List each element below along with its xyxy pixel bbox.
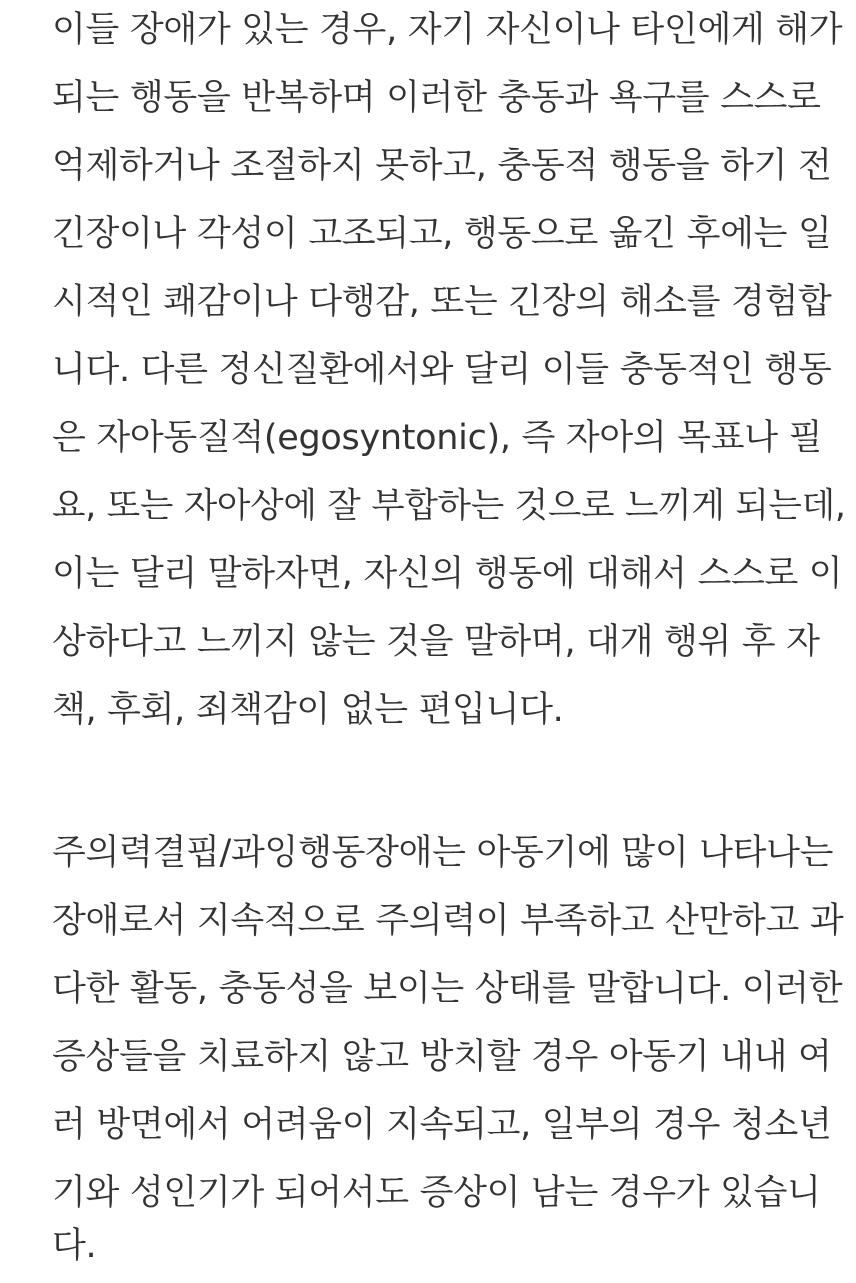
text-line: 상하다고 느끼지 않는 것을 말하며, 대개 행위 후 자	[52, 622, 820, 662]
text-line: 억제하거나 조절하지 못하고, 충동적 행동을 하기 전	[52, 146, 832, 186]
text-line: 증상들을 치료하지 않고 방치할 경우 아동기 내내 여	[52, 1037, 832, 1077]
text-line: 긴장이나 각성이 고조되고, 행동으로 옮긴 후에는 일	[52, 214, 832, 254]
text-line: 다.	[52, 1226, 97, 1266]
text-line: 은 자아동질적(egosyntonic), 즉 자아의 목표나 필	[52, 418, 823, 458]
text-line: 러 방면에서 어려움이 지속되고, 일부의 경우 청소년	[52, 1105, 832, 1145]
text-line: 시적인 쾌감이나 다행감, 또는 긴장의 해소를 경험합	[52, 282, 832, 322]
text-line: 주의력결핍/과잉행동장애는 아동기에 많이 나타나는	[52, 833, 834, 873]
text-line: 기와 성인기가 되어서도 증상이 남는 경우가 있습니	[52, 1173, 821, 1213]
text-line: 되는 행동을 반복하며 이러한 충동과 욕구를 스스로	[52, 78, 821, 118]
text-line: 이는 달리 말하자면, 자신의 행동에 대해서 스스로 이	[52, 554, 843, 594]
text-line: 다한 활동, 충동성을 보이는 상태를 말합니다. 이러한	[52, 969, 843, 1009]
text-line: 책, 후회, 죄책감이 없는 편입니다.	[52, 690, 564, 730]
text-line: 이들 장애가 있는 경우, 자기 자신이나 타인에게 해가	[52, 10, 843, 50]
text-line: 요, 또는 자아상에 잘 부합하는 것으로 느끼게 되는데,	[52, 486, 846, 526]
text-line: 니다. 다른 정신질환에서와 달리 이들 충동적인 행동	[52, 350, 832, 390]
text-line: 장애로서 지속적으로 주의력이 부족하고 산만하고 과	[52, 901, 844, 941]
